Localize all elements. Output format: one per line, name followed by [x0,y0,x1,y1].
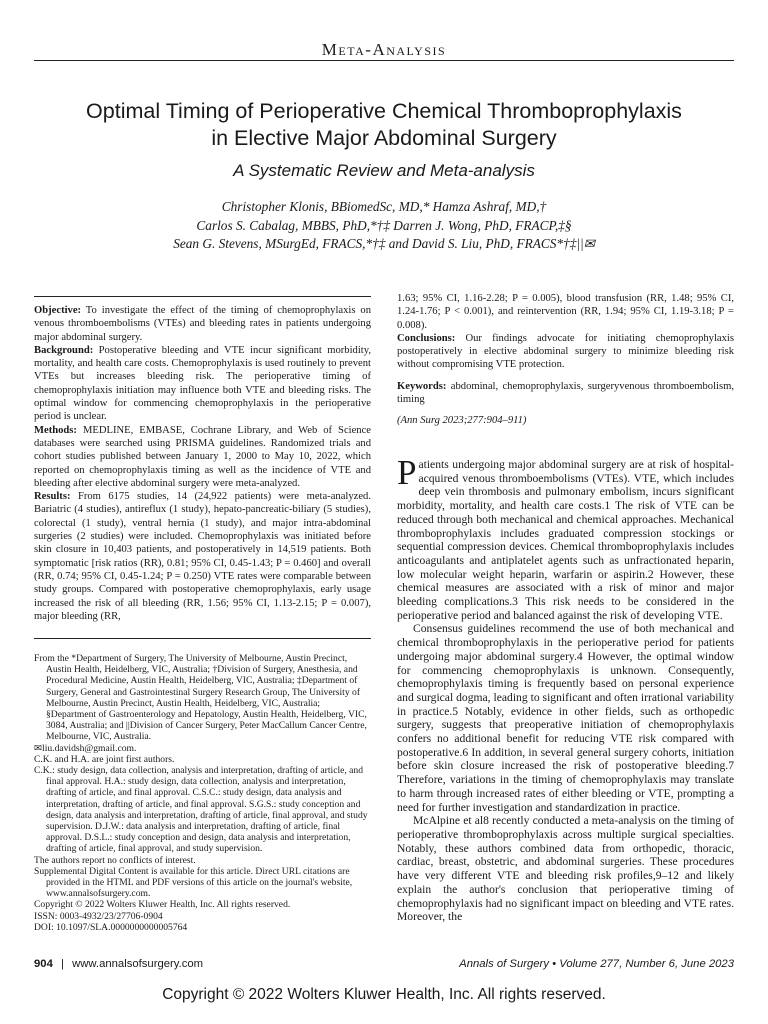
affiliation-note: Copyright © 2022 Wolters Kluwer Health, Inc. All rights reserved. [34,899,291,911]
journal-website-link[interactable]: www.annalsofsurgery.com [72,958,204,970]
body-paragraph: McAlpine et al8 recently conducted a meta-analysis on the timing of perioperative thromboprophylaxis across multiple surgical specialties. Notably, these authors combined data from orthopedic, thoracic, cardiac, breast, obstetric, and abdominal surgeries. These procedures have very different VTE and bleeding risk profiles,9–12 and likely explain the author's conclusion that perioperative timing of chemoprophylaxis had no significant impact on bleeding and VTE rates. Moreover, the [397,814,734,924]
affiliation-note: C.K. and H.A. are joint first authors. [34,753,175,765]
abstract-methods [34,424,371,490]
affiliations [34,653,371,933]
abstract-right-column [397,292,734,428]
conclusions-label: Conclusions: [397,332,456,344]
affiliation-note: C.K.: study design, data collection, analysis and interpretation, drafting of article, and final approval. H.A.: study design, data collection, analysis and interpretation, drafting of article, and final approval. C.S.C.: study design, data analysis and interpretation, drafting of article, and final approval. S.G.S.: study conception and design, data analysis and interpretation, drafting of article, final approval, and study supervision. D.J.W.: data analysis and interpretation, drafting of article, final approval. D.S.L.: study conception and design, data analysis and interpretation, drafting of article, final approval, and study supervision. [34,765,368,855]
title-line-1: Optimal Timing of Perioperative Chemical Thromboprophylaxis [86,99,682,123]
author-line: Sean G. Stevens, MSurgEd, FRACS,*†‡ and David S. Liu, PhD, FRACS*†‡||✉ [173,236,595,251]
section-label: Meta-Analysis [321,40,447,59]
article-title [20,98,748,152]
affiliation-note: DOI: 10.1097/SLA.0000000000005764 [34,921,188,933]
drop-cap: P [397,453,417,492]
results-label: Results: [34,491,71,503]
abstract-conclusions [397,332,734,372]
results-text: From 6175 studies, 14 (24,922 patients) were meta-analyzed. Bariatric (4 studies), antireflux (1 study), hepato-pancreatic-biliary (5 studies), colorectal (1 study), ventral hernia (1 study), and major intra-abdominal surgeries (2 studies) were included. Chemoprophylaxis was initiated before skin closure in 10,403 patients, and postoperatively in 14,519 patients. Both symptomatic [risk ratios (RR), 0.81; 95% CI, 0.45-1.43; P = 0.460] and overall (RR, 0.74; 95% CI, 0.45-1.24; P = 0.250) VTE rates were comparable between study groups. Compared with postoperative chemoprophylaxis, early usage increased the risk of all bleeding (RR, 1.56; 95% CI, 1.13-2.15; P = 0.007), major bleeding (RR, [34,491,371,622]
abstract-keywords [397,380,734,407]
body-paragraph: Consensus guidelines recommend the use of both mechanical and chemical thromboprophylaxis in the perioperative period for patients undergoing major abdominal surgery.4 However, the optimal window for commencing chemoprophylaxis is unknown. Consequently, chemoprophylaxis timing is frequently based on personal experience and surgical dogma, leading to significant and often irrational variability in practice.5 Notably, evidence in other fields, such as orthopedic surgery, suggests that preoperative initiation of chemoprophylaxis confers no additional benefit for reducing VTE risk compared with postoperative.6 In addition, in several general surgery cohorts, initiation before skin closure increased the risk of postoperative bleeding.7 Therefore, variations in the timing of chemoprophylaxis may translate to harm through increased rates of either bleeding or VTE, prompting a need for further investigation and standardization in practice. [397,622,734,814]
affiliation-note: Supplemental Digital Content is available for this article. Direct URL citations are provided in the HTML and PDF versions of this article on the journal's website, www.annalsofsurgery.com. [34,865,353,900]
results-continued: 1.63; 95% CI, 1.16-2.28; P = 0.005), blood transfusion (RR, 1.48; 95% CI, 1.24-1.76; P < 0.001), and reintervention (RR, 1.94; 95% CI, 1.19-3.18; P = 0.008). [397,293,734,331]
author-line: Christopher Klonis, BBiomedSc, MD,* Hamza Ashraf, MD,† [221,199,547,214]
keywords-text: abdominal, chemoprophylaxis, surgeryvenous thromboembolism, timing [397,380,734,406]
objective-text: To investigate the effect of the timing of chemoprophylaxis on venous thromboembolisms (VTEs) and bleeding rates in patients undergoing major abdominal surgery. [34,305,371,343]
abstract-background [34,344,371,424]
abstract-bottom-rule [34,638,371,639]
paragraph-text: atients undergoing major abdominal surgery are at risk of hospital-acquired venous thromboembolisms (VTEs). VTE, which includes deep vein thrombosis and pulmonary embolism, incurs significant morbidity, mortality, and health care costs.1 The risk of VTE can be reduced through both mechanical and chemical approaches. Mechanical thromboprophylaxis includes graduated compression stockings or sequential compression devices. Chemical thromboprophylaxis includes anticoagulants and antiplatelet agents such as unfractionated heparin, low molecular weight heparin, warfarin or aspirin.2 However, these chemical measures are associated with a risk of minor and major bleeding complications.3 This risk needs to be considered in the perioperative period and balanced against the risk of developing VTE. [397,458,734,622]
background-label: Background: [34,344,94,356]
keywords-label: Keywords: [397,380,447,392]
citation: (Ann Surg 2023;277:904–911) [397,415,527,427]
conclusions-text: Our findings advocate for initiating chemoprophylaxis postoperatively in elective abdominal surgery to minimize bleeding risk without compromising VTE protection. [397,332,734,371]
methods-text: MEDLINE, EMBASE, Cochrane Library, and Web of Science databases were searched using PRISMA guidelines. Randomized trials and cohort studies published between January 1, 2000 to May 10, 2022, which reported on chemoprophylaxis timing as well as the incidence of VTE and bleeding after elective abdominal surgery were meta-analyzed. [34,424,371,489]
affiliation-note: From the *Department of Surgery, The University of Melbourne, Austin Precinct, Austin Health, Heidelberg, VIC, Australia; †Division of Surgery, Anesthesia, and Procedural Medicine, Austin Health, Heidelberg, VIC, Australia; ‡Department of Surgery, General and Gastrointestinal Surgery Research Group, The University of Melbourne, Austin Precinct, Austin Health, Heidelberg, VIC, Australia; §Department of Gastroenterology and Hepatology, Austin Health, Heidelberg, VIC, 3084, Australia; and ||Division of Cancer Surgery, Peter MacCallum Cancer Centre, Melbourne, VIC, Australia. [34,653,367,743]
title-line-2: in Elective Major Abdominal Surgery [211,126,557,150]
background-text: Postoperative bleeding and VTE incur significant morbidity, mortality, and health care costs. Chemoprophylaxis is used routinely to prevent VTEs but increases bleeding risk. The perioperative timing of chemoprophylaxis initiation may influence both VTE and bleeding risks. The optimal window for commencing chemoprophylaxis in the perioperative period is unclear. [34,344,371,423]
article-subtitle: A Systematic Review and Meta-analysis [233,161,535,180]
body-text [397,453,734,924]
affiliation-note: The authors report no conflicts of interest. [34,854,196,866]
affiliation-note: ISSN: 0003-4932/23/27706-0904 [34,910,163,922]
contact-email: ✉liu.davidsh@gmail.com. [34,742,137,754]
journal-info: Annals of Surgery • Volume 277, Number 6, June 2023 [459,958,734,970]
abstract-results [34,490,371,623]
footer-left [34,958,203,970]
page-number: 904 [34,958,53,970]
abstract-top-rule [34,296,371,297]
footer-separator: | [61,958,64,970]
body-paragraph [397,453,734,622]
objective-label: Objective: [34,305,82,316]
author-list [0,198,768,254]
copyright-banner: Copyright © 2022 Wolters Kluwer Health, Inc. All rights reserved. [162,986,606,1003]
author-line: Carlos S. Cabalag, MBBS, PhD,*†‡ Darren J. Wong, PhD, FRACP,‡§ [196,217,572,233]
methods-label: Methods: [34,424,77,436]
section-rule [34,60,734,61]
abstract-left-column [34,304,371,623]
abstract-objective [34,304,371,344]
